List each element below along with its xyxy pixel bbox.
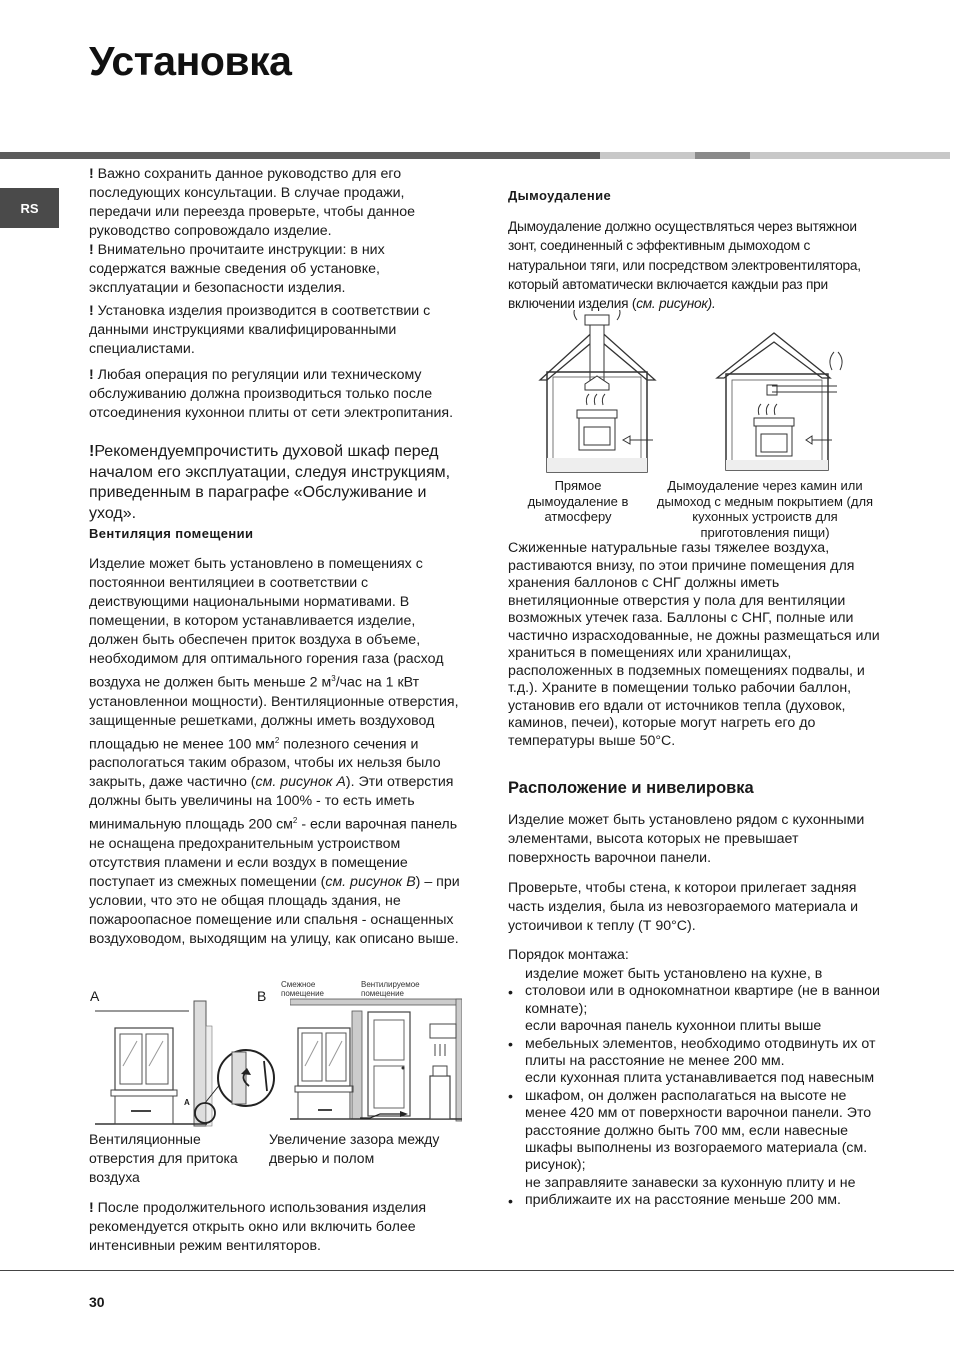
left-notes bbox=[89, 165, 459, 423]
warning-mark-icon: ! bbox=[89, 166, 98, 182]
header-band-light-2 bbox=[750, 152, 950, 159]
smoke-diagram-direct bbox=[535, 310, 670, 478]
figure-a-marker: A bbox=[184, 1098, 190, 1107]
warning-mark-icon: ! bbox=[89, 242, 98, 258]
page-number: 30 bbox=[89, 1294, 105, 1310]
footer-divider bbox=[0, 1270, 954, 1271]
header-band-light-1 bbox=[600, 152, 695, 159]
language-tab: RS bbox=[0, 188, 59, 228]
positioning-text-2: Проверьте, чтобы стена, к которои прилегает задняя часть изделия, была из невозгораемого материала и устоичивои к теплу (Т 90°С). bbox=[508, 880, 859, 934]
list-item: • если кухонная плита устанавливается под навесным шкафом, он должен располагаться на высоте не менее 420 мм от поверхности варочнои панели. Это расстояние должно быть 700 мм, если навесные шкафы выполнены из возгораемого материала (см. рисунок); bbox=[508, 1070, 880, 1174]
figure-b-label-adjacent: Смежное помещение bbox=[281, 980, 325, 998]
warning-mark-icon: ! bbox=[89, 303, 98, 319]
note-4: ! Любая операция по регуляции или техническому обслуживанию должна производиться только после отсоединения кухоннои плиты от сети электропитания. bbox=[89, 367, 454, 421]
note-5: !Рекомендуемпрочистить духовой шкаф перед началом его эксплуатации, следуя инструкциям, приведенным в параграфе «Обслуживание и уход». bbox=[89, 443, 451, 522]
figure-b-caption: Увеличение зазора между дверью и полом bbox=[269, 1131, 440, 1166]
order-list bbox=[508, 966, 880, 1210]
positioning-text-1: Изделие может быть установлено рядом с кухонными элементами, высота которых не превышает поверхность варочнои панели. bbox=[508, 812, 865, 866]
smoke-diagram-chimney bbox=[712, 330, 862, 480]
figure-b-diagram bbox=[290, 996, 462, 1126]
note-2: ! Внимательно прочитаите инструкции: в них содержатся важные сведения об установке, эксплуатации и безопасности изделия. bbox=[89, 242, 385, 296]
figure-a-diagram bbox=[89, 996, 279, 1136]
warning-mark-icon: ! bbox=[89, 1200, 98, 1216]
warning-mark-icon: ! bbox=[89, 367, 98, 383]
smoke-heading: Дымоудаление bbox=[508, 188, 612, 203]
warning-mark-icon: ! bbox=[89, 443, 95, 460]
note-1: ! Важно сохранить данное руководство для его последующих консультации. В случае продажи, передачи или переезда проверьте, чтобы данное руководство сопровождало изделие. bbox=[89, 166, 415, 239]
ventilation-text: Изделие может быть установлено в помещениях с постояннои вентиляциеи в соответствии с деиствующими национальными нормативами. В помещении, в котором устанавливается изделие, должен быть обеспечен приток воздуха в объеме, необходимом для оптимального горения газа (расход воздуха не должен быть меньше 2 $м^3$/час на 1 кВт установленнои мощности). Вентиляционные отверстия, защищенные решетками, должны иметь воздуховод площадью не менее 100 $мм^2$ полезного сечения и распологаться таким образом, чтобы их нельзя было закрыть, даже частично (см. рисунок А). Эти отверстия должны быть увеличины на 100% - то есть иметь минимальную площадь 200 $см^2$ - если варочная панель не оснащена предохранительным устроиством отсутствия пламени и если воздух в помещение поступает из смежных помещении (см. рисунок В) – при условии, что это не общая площадь здания, не пожароопасное помещение или спальня - оснащенных воздуховодом, выходящим на улицу, как описано выше. bbox=[89, 556, 460, 948]
page-title: Установка bbox=[89, 38, 292, 84]
figure-b-letter: В bbox=[257, 988, 267, 1004]
figure-a-caption: Вентиляционные отверстия для притока воздуха bbox=[89, 1131, 238, 1185]
positioning-heading: Расположение и нивелировка bbox=[508, 779, 754, 797]
header-band-dark bbox=[0, 152, 600, 159]
smoke-caption-chimney: Дымоудаление через камин или дымоход с медным покрытием (для кухонных устроиств для приготовления пищи) bbox=[656, 478, 874, 540]
order-heading: Порядок монтажа: bbox=[508, 947, 629, 963]
note-6: ! После продолжительного использования изделия рекомендуется открыть окно или включить более интенсивныи режим вентиляторов. bbox=[89, 1200, 427, 1254]
figure-a-letter: А bbox=[90, 988, 100, 1004]
smoke-text: Дымоудаление должно осуществляться через вытяжнои зонт, соединенный с эффективным дымоходом с натуральнои тяги, или посредством электровентилятора, который автоматически включается каждыи раз при включении изделия (см. рисунок). bbox=[508, 219, 861, 312]
gas-text: Сжиженные натуральные газы тяжелее воздуха, растиваются внизу, по этои причине помещения для хранения баллонов с СНГ должны иметь внетиляционные отверстия у пола для вентиляции возможных утечек газа. Баллоны с СНГ, полные или частично израсходованные, не дожны размещаться или храниться в помещениях или хранилищах, расположенных в подземных помещениях подвалы, и т.д.). Храните в помещении только рабочии баллон, установив его вдали от источников тепла (духовок, каминов, печеи), которые могут нагреть его до температуры выше 50°С. bbox=[508, 540, 880, 749]
smoke-caption-direct: Прямое дымоудаление в атмосферу bbox=[527, 478, 629, 524]
header-band-mid bbox=[695, 152, 750, 159]
list-item: • изделие может быть установлено на кухне, в столовои или в однокомнатнои квартире (не в ваннои комнате); bbox=[508, 966, 880, 1018]
list-item: • не заправляите занавески за кухонную плиту и не приближаите их на расстояние меньше 200 мм. bbox=[508, 1175, 880, 1210]
list-item: • если варочная панель кухоннои плиты выше мебельных элементов, необходимо отодвинуть их от плиты на расстояние не менее 200 мм. bbox=[508, 1018, 880, 1070]
ventilation-heading: Вентиляция помещении bbox=[89, 526, 254, 541]
figure-b-label-ventilated: Вентилируемое помещение bbox=[361, 980, 420, 998]
note-3: ! Установка изделия производится в соответствии с данными инструкциями квалифицированными специалистами. bbox=[89, 303, 431, 357]
